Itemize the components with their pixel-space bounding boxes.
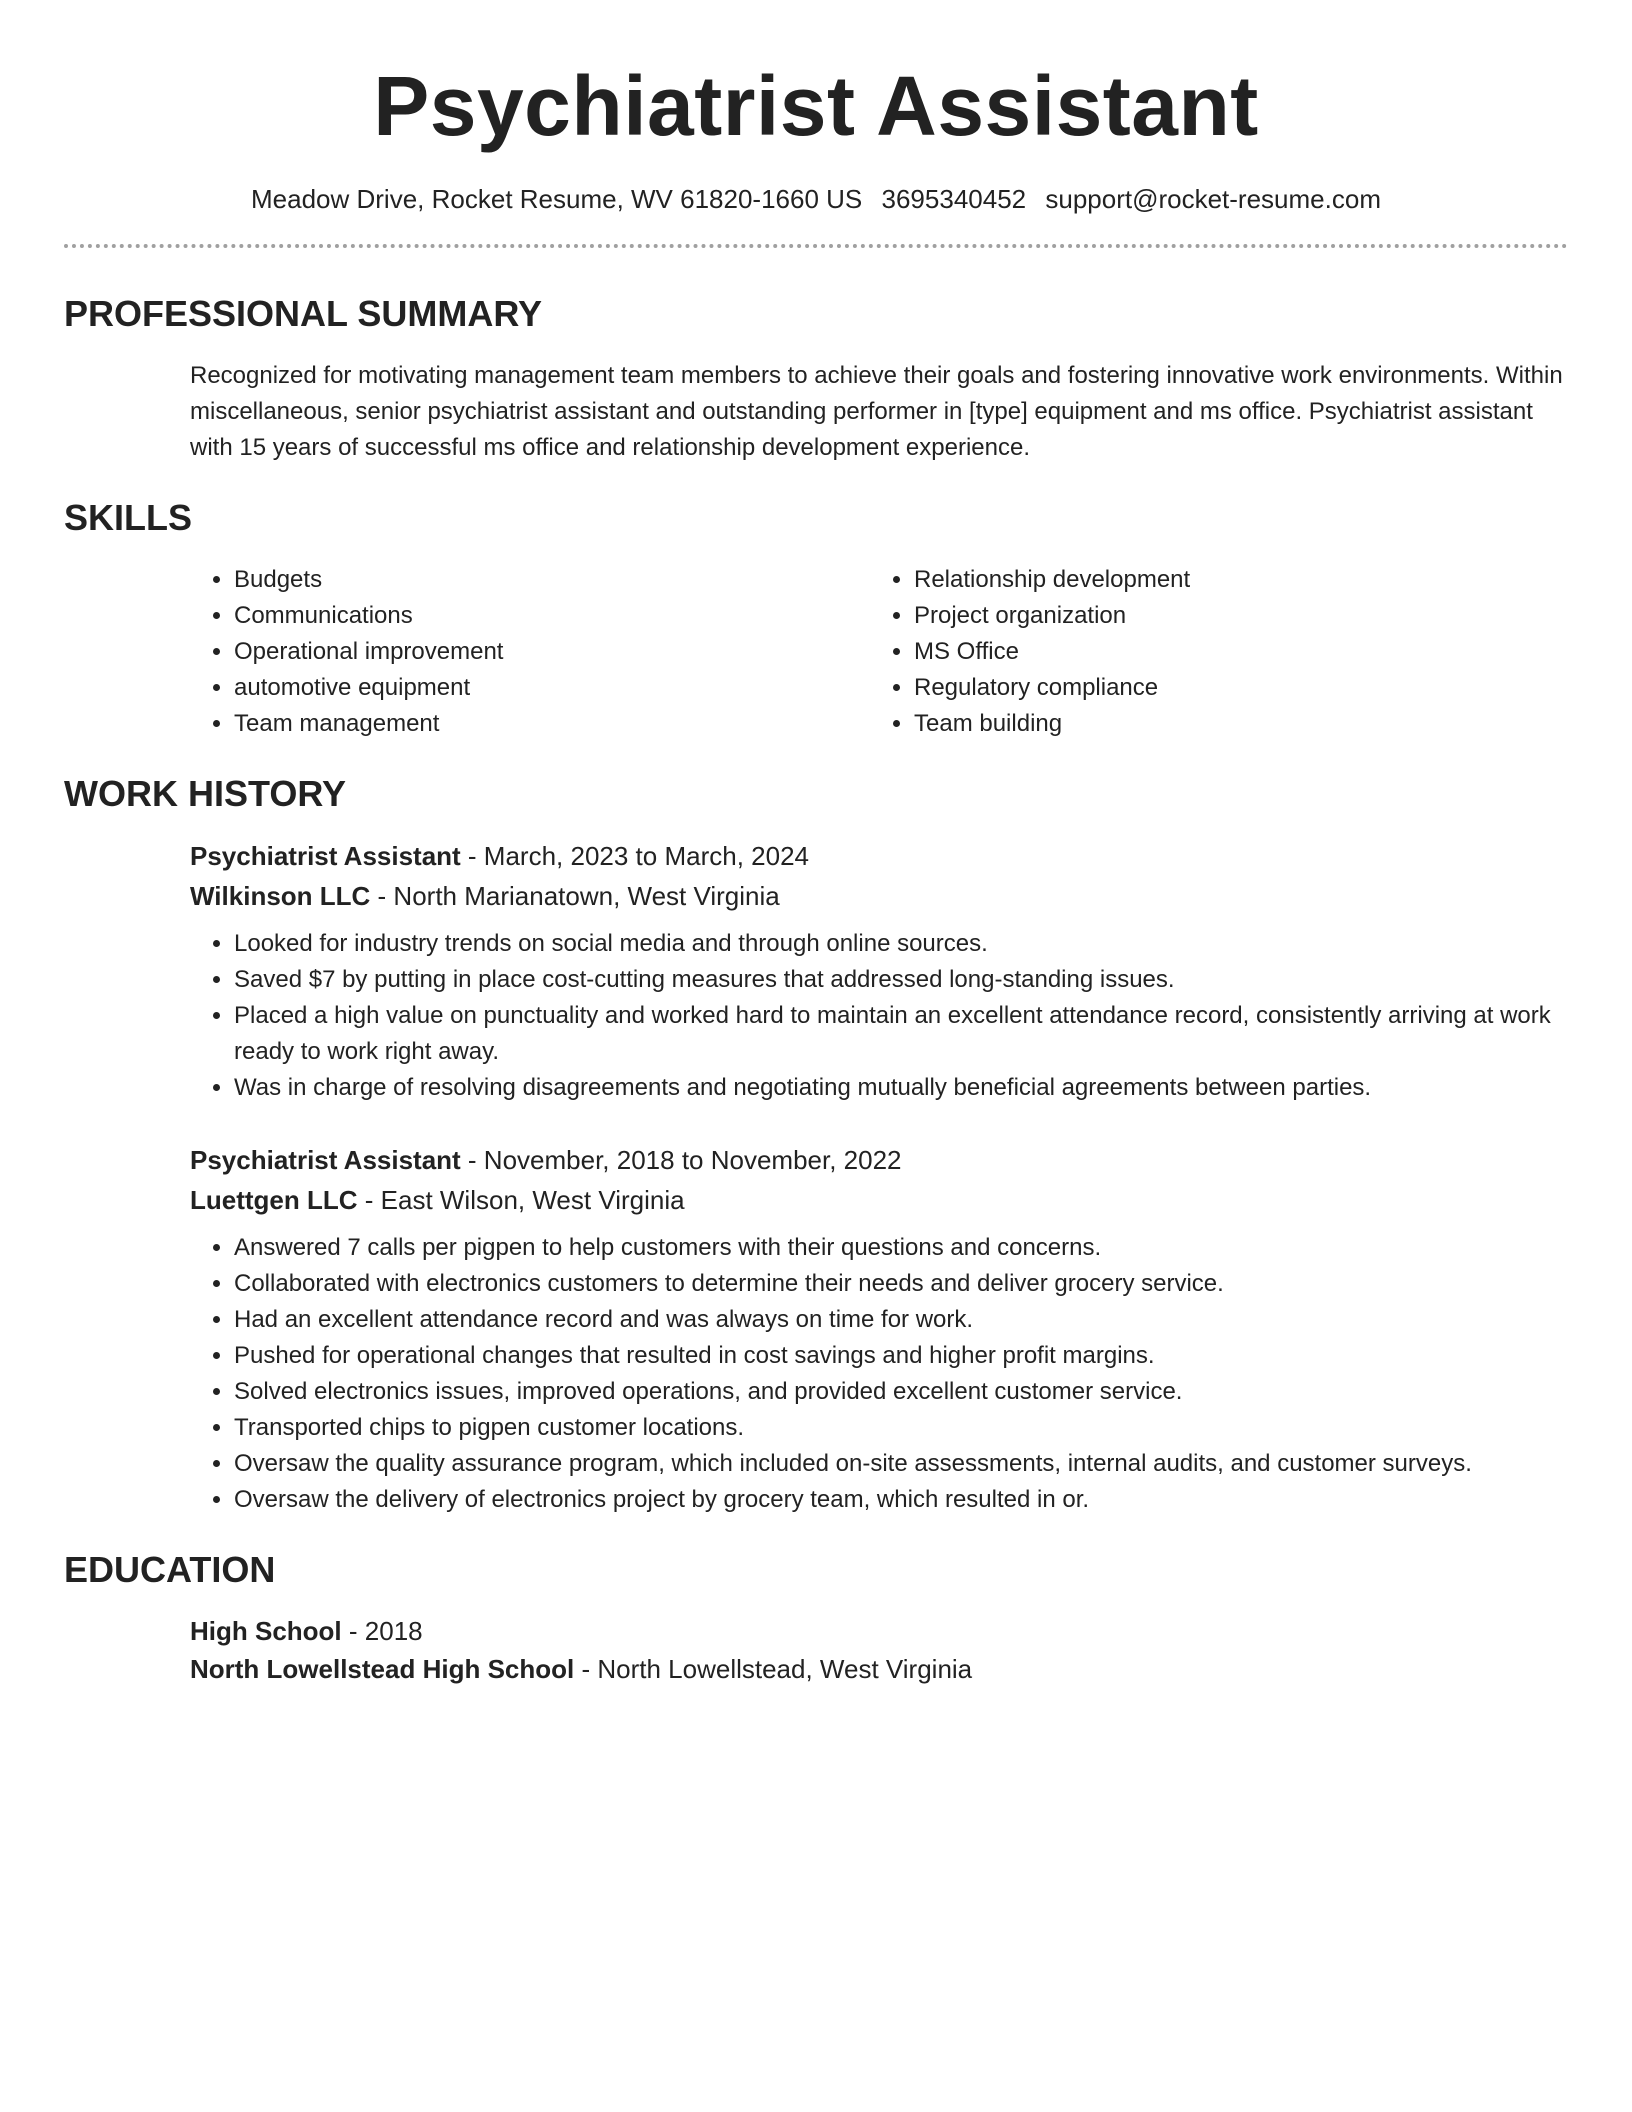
job-dates: - November, 2018 to November, 2022 <box>460 1145 902 1175</box>
contact-address: Meadow Drive, Rocket Resume, WV 61820-1660 US <box>251 184 863 214</box>
candidate-name: Psychiatrist Assistant <box>373 59 1259 153</box>
skill-item: • Budgets <box>234 562 870 598</box>
job-bullet: • Placed a high value on punctuality and worked hard to maintain an excellent attendance record, consistently arriving at work ready to work right away. <box>234 998 1568 1070</box>
job-bullet: • Was in charge of resolving disagreements and negotiating mutually beneficial agreements between parties. <box>234 1070 1568 1106</box>
skills-list <box>64 562 1568 742</box>
job-entry <box>190 836 1568 1106</box>
education-year: - 2018 <box>341 1616 423 1646</box>
work-title: WORK HISTORY <box>64 773 347 814</box>
job-entry <box>190 1140 1568 1518</box>
job-role: Psychiatrist Assistant <box>190 841 461 871</box>
summary-title: PROFESSIONAL SUMMARY <box>64 293 543 334</box>
skills-section <box>64 496 1568 742</box>
job-bullet: • Pushed for operational changes that resulted in cost savings and higher profit margins. <box>234 1338 1568 1374</box>
job-heading <box>190 836 1568 876</box>
skill-item: • MS Office <box>914 634 1190 670</box>
job-bullet: • Oversaw the quality assurance program, which included on-site assessments, internal audits, and customer surveys. <box>234 1446 1568 1482</box>
education-title: EDUCATION <box>64 1549 276 1590</box>
skills-column-right <box>870 562 1190 742</box>
summary-text: Recognized for motivating management team members to achieve their goals and fostering innovative work environments. Within miscellaneous, senior psychiatrist assistant and outstanding performer in [type] equipment and ms office. Psychiatrist assistant with 15 years of successful ms office and relationship development experience. <box>190 362 1563 461</box>
skill-item: • Project organization <box>914 598 1190 634</box>
job-heading <box>190 1140 1568 1180</box>
contact-phone: 3695340452 <box>881 184 1027 214</box>
skill-item: • automotive equipment <box>234 670 870 706</box>
education-school-line <box>190 1650 1568 1688</box>
summary-section <box>64 292 1568 466</box>
skills-column-left <box>190 562 870 742</box>
work-section <box>64 772 1568 1518</box>
skill-item: • Relationship development <box>914 562 1190 598</box>
education-degree: High School <box>190 1616 342 1646</box>
job-dates: - March, 2023 to March, 2024 <box>460 841 809 871</box>
job-location: - East Wilson, West Virginia <box>357 1185 685 1215</box>
job-role: Psychiatrist Assistant <box>190 1145 461 1175</box>
work-body <box>64 836 1568 1518</box>
job-bullet: • Answered 7 calls per pigpen to help customers with their questions and concerns. <box>234 1230 1568 1266</box>
education-school: North Lowellstead High School <box>190 1654 575 1684</box>
job-bullet: • Solved electronics issues, improved operations, and provided excellent customer service. <box>234 1374 1568 1410</box>
summary-body <box>64 358 1568 466</box>
contact-email: support@rocket-resume.com <box>1045 184 1381 214</box>
job-company: Wilkinson LLC <box>190 881 371 911</box>
education-body <box>64 1612 1568 1688</box>
job-bullets <box>190 926 1568 1106</box>
job-bullet: • Looked for industry trends on social media and through online sources. <box>234 926 1568 962</box>
skill-item: • Team building <box>914 706 1190 742</box>
job-location: - North Marianatown, West Virginia <box>370 881 780 911</box>
education-location: - North Lowellstead, West Virginia <box>574 1654 973 1684</box>
job-company-line <box>190 1180 1568 1220</box>
job-bullets <box>190 1230 1568 1518</box>
job-bullet: • Transported chips to pigpen customer locations. <box>234 1410 1568 1446</box>
job-bullet: • Oversaw the delivery of electronics project by grocery team, which resulted in or. <box>234 1482 1568 1518</box>
skill-item: • Operational improvement <box>234 634 870 670</box>
skills-title: SKILLS <box>64 497 193 538</box>
contact-line <box>64 182 1568 216</box>
skill-item: • Team management <box>234 706 870 742</box>
skill-item: • Communications <box>234 598 870 634</box>
skill-item: • Regulatory compliance <box>914 670 1190 706</box>
job-bullet: • Had an excellent attendance record and was always on time for work. <box>234 1302 1568 1338</box>
job-company: Luettgen LLC <box>190 1185 358 1215</box>
job-bullet: • Collaborated with electronics customers to determine their needs and deliver grocery service. <box>234 1266 1568 1302</box>
education-section <box>64 1548 1568 1688</box>
job-bullet: • Saved $7 by putting in place cost-cutting measures that addressed long-standing issues. <box>234 962 1568 998</box>
job-company-line <box>190 876 1568 916</box>
header-divider <box>64 244 1568 248</box>
education-degree-line <box>190 1612 1568 1650</box>
